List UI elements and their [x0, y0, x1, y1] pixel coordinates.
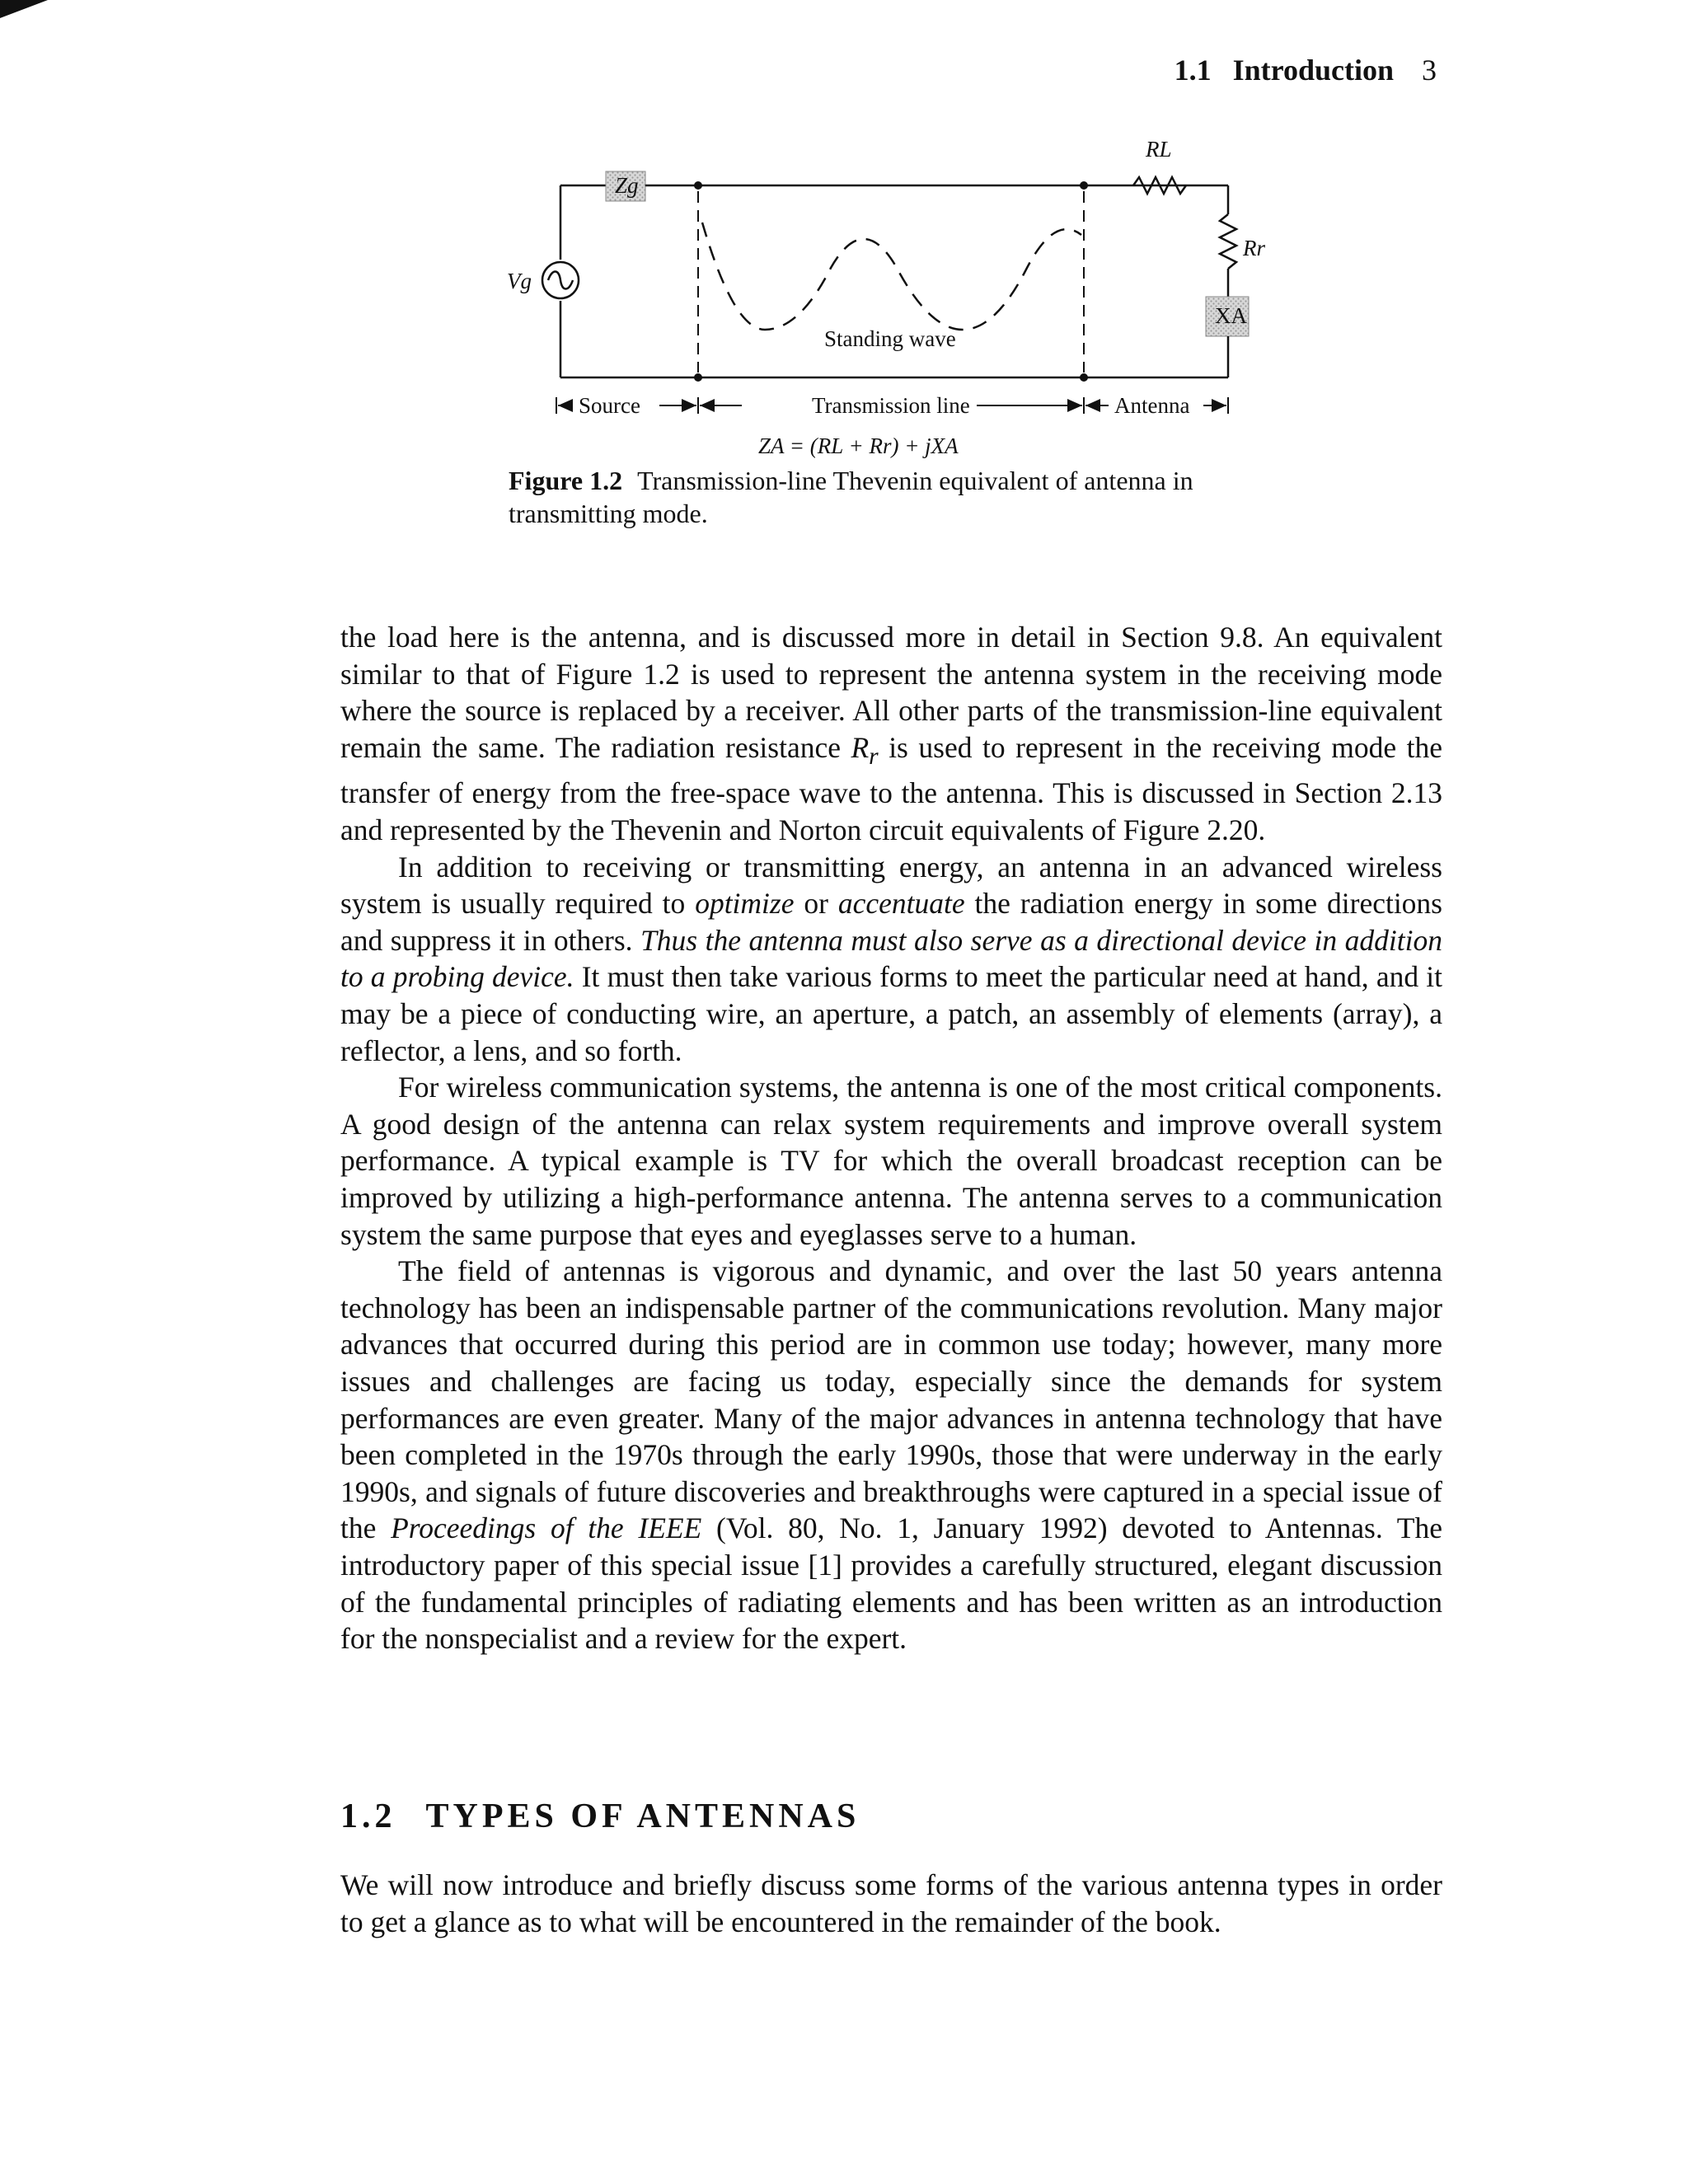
section-title: TYPES OF ANTENNAS: [425, 1797, 860, 1835]
terminal-dot: [1080, 373, 1088, 382]
paragraph-1-text-b: is used to represent in the receiving mode the transfer of energy from the free-space wave to the antenna. This is discussed in Section 2.13 and represented by the Thevenin and Norton circuit equivalents of Figure 2.20.: [340, 730, 1442, 847]
corner-crop-mark: [0, 0, 48, 18]
symbol-r: R: [851, 730, 870, 764]
rr-label: Rr: [1243, 236, 1265, 260]
paragraph-4: [340, 1253, 1442, 1657]
emphasis-accentuate: accentuate: [837, 887, 965, 921]
emphasis-sentence: Thus the antenna must also serve as a directional device in addition to a probing device.: [340, 923, 1442, 994]
paragraph-4-text-b: (Vol. 80, No. 1, January 1992) devoted to Antennas. The introductory paper of this special issue [1] provides a carefully structured, elegant discussion of the fundamental principles of radiating elements and has been written as an introduction for the nonspecialist and a review for the expert.: [340, 1511, 1442, 1656]
journal-title: Proceedings of the IEEE: [391, 1511, 702, 1545]
figure-caption-text: Transmission-line Thevenin equivalent of antenna in transmitting mode.: [509, 466, 1193, 528]
terminal-dot: [694, 181, 702, 190]
section-text: [340, 1867, 1442, 1940]
vg-label: Vg: [507, 269, 532, 293]
running-head-section-number: 1.1: [1174, 54, 1212, 87]
antenna-label: Antenna: [1114, 393, 1190, 418]
rl-label: RL: [1146, 137, 1172, 162]
section-paragraph: We will now introduce and briefly discuss some forms of the various antenna types in order to get a glance as to what will be encountered in the remainder of the book.: [340, 1868, 1442, 1938]
paragraph-1-text-a: the load here is the antenna, and is discussed more in detail in Section 9.8. An equivalent similar to that of Figure 1.2 is used to represent the antenna system in the receiving mode where the source is replaced by a receiver. All other parts of the transmission-line equivalent remain the same. The radiation resistance: [340, 621, 1442, 764]
terminal-dot: [1080, 181, 1088, 190]
circuit-diagram: [507, 132, 1302, 494]
zg-label: Zg: [615, 173, 639, 198]
impedance-equation: ZA = (RL + Rr) + jXA: [758, 434, 959, 458]
terminal-dot: [694, 373, 702, 382]
source-label: Source: [579, 393, 640, 418]
paragraph-2-text-c: It must then take various forms to meet the particular need at hand, and it may be a piece of conducting wire, an aperture, a patch, an assembly of elements (array), a reflector, a lens, and so forth.: [340, 960, 1442, 1067]
symbol-r-subscript: r: [869, 743, 879, 770]
emphasis-optimize: optimize: [695, 887, 795, 921]
section-number: 1.2: [340, 1797, 396, 1835]
transmission-line-label: Transmission line: [812, 393, 970, 418]
paragraph-2-text-a: In addition to receiving or transmitting energy, an antenna in an advanced wireless system is usually required to: [340, 850, 1442, 921]
xa-label: XA: [1215, 303, 1247, 328]
rr-resistor-icon: [1220, 214, 1236, 269]
paragraph-4-text-a: The field of antennas is vigorous and dynamic, and over the last 50 years antenna technology has been an indispensable partner of the communications revolution. Many major advances that occurred during this period are in common use today; however, many more issues and challenges are facing us today, especially since the demands for system performances are even greater. Many of the major advances in antenna technology that have been completed in the 1970s through the early 1990s, those that were underway in the early 1990s, and signals of future discoveries and breakthroughs were captured in a special issue of the: [340, 1254, 1442, 1545]
paragraph-3: For wireless communication systems, the antenna is one of the most critical components. A good design of the antenna can relax system requirements and improve overall system performance. A typical example is TV for which the overall broadcast reception can be improved by utilizing a high-performance antenna. The antenna serves to a communication system the same purpose that eyes and eyeglasses serve to a human.: [340, 1071, 1442, 1251]
section-heading: [340, 1797, 860, 1836]
paragraph-2-or: or: [794, 887, 838, 921]
body-text: [340, 619, 1442, 1657]
running-head-section-title: Introduction: [1232, 54, 1394, 87]
figure-caption-label: Figure 1.2: [509, 466, 623, 495]
standing-wave-curve: [702, 223, 1081, 330]
standing-wave-label: Standing wave: [824, 326, 956, 351]
paragraph-2-text-b: the radiation energy in some directions and suppress it in others.: [340, 887, 1442, 957]
running-head: [1175, 53, 1437, 87]
page-number: 3: [1422, 54, 1437, 87]
figure-1-2: [507, 132, 1302, 494]
paragraph-1: [340, 619, 1442, 849]
paragraph-2: [340, 849, 1442, 1070]
figure-caption: [509, 464, 1283, 530]
